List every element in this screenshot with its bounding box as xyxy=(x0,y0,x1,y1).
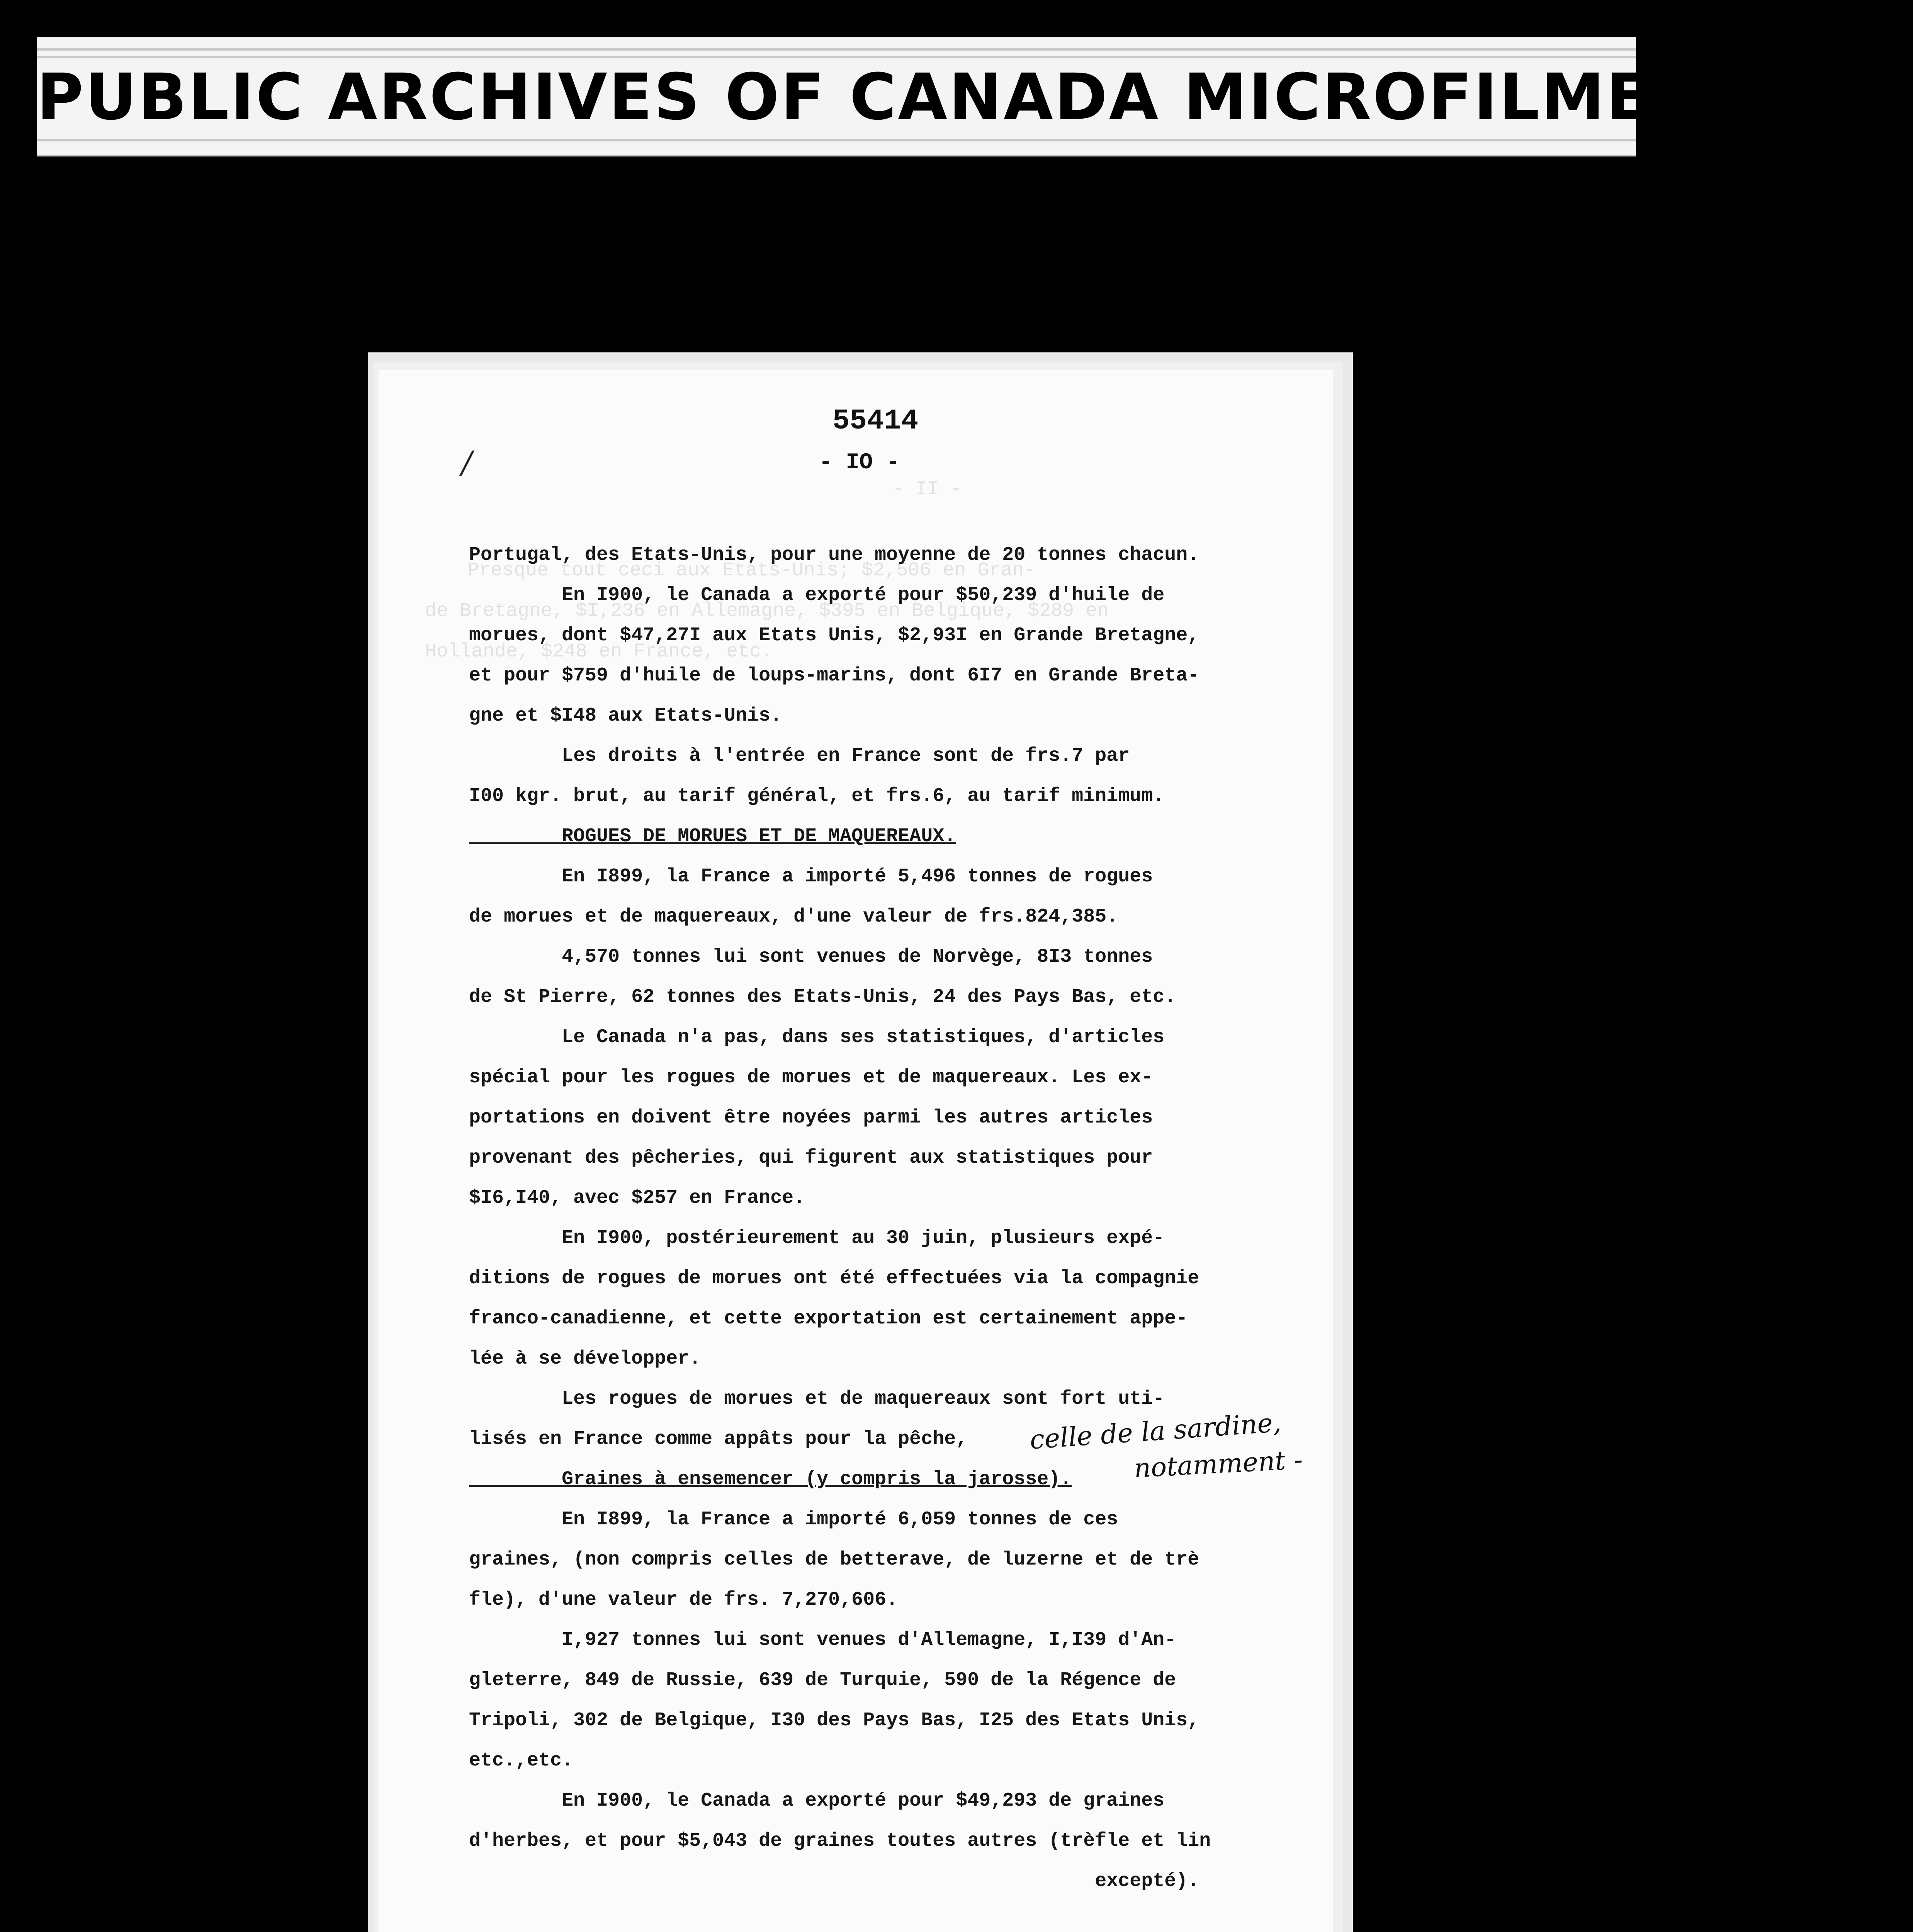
text-line: etc.,etc. xyxy=(469,1750,574,1772)
handwritten-note-line1: celle de la sardine, xyxy=(1029,1407,1282,1456)
text-line: I00 kgr. brut, au tarif général, et frs.6, au tarif minimum. xyxy=(469,785,1165,807)
text-line: En I900, postérieurement au 30 juin, plusieurs expé- xyxy=(469,1227,1165,1249)
document-body xyxy=(469,535,1273,1901)
handwritten-note-line2: notamment - xyxy=(1133,1444,1304,1484)
text-line: Le Canada n'a pas, dans ses statistiques, d'articles xyxy=(469,1026,1165,1048)
text-line: franco-canadienne, et cette exportation est certainement appe- xyxy=(469,1308,1188,1330)
text-line: En I900, le Canada a exporté pour $50,239 d'huile de xyxy=(469,584,1165,606)
text-line: morues, dont $47,27I aux Etats Unis, $2,93I en Grande Bretagne, xyxy=(469,624,1199,646)
text-line: provenant des pêcheries, qui figurent aux statistiques pour xyxy=(469,1147,1153,1169)
text-line: Les rogues de morues et de maquereaux sont fort uti- xyxy=(469,1388,1165,1410)
text-line: En I899, la France a importé 5,496 tonnes de rogues xyxy=(469,866,1153,888)
text-line: fle), d'une valeur de frs. 7,270,606. xyxy=(469,1589,898,1611)
page-number: - IO - xyxy=(819,450,900,475)
text-line: Tripoli, 302 de Belgique, I30 des Pays Bas, I25 des Etats Unis, xyxy=(469,1709,1199,1731)
text-line: d'herbes, et pour $5,043 de graines toutes autres (trèfle et lin xyxy=(469,1830,1211,1852)
text-line: de morues et de maquereaux, d'une valeur de frs.824,385. xyxy=(469,906,1118,928)
margin-mark: / xyxy=(462,444,472,480)
text-line: gne et $I48 aux Etats-Unis. xyxy=(469,705,782,727)
text-line: spécial pour les rogues de morues et de maquereaux. Les ex- xyxy=(469,1066,1153,1088)
text-line: 4,570 tonnes lui sont venues de Norvège, 8I3 tonnes xyxy=(469,946,1153,968)
text-line: En I900, le Canada a exporté pour $49,293 de graines xyxy=(469,1790,1165,1812)
document-number: 55414 xyxy=(832,405,919,437)
section-heading: ROGUES DE MORUES ET DE MAQUEREAUX. xyxy=(469,825,956,847)
text-line: $I6,I40, avec $257 en France. xyxy=(469,1187,805,1209)
archive-header-banner xyxy=(37,37,1913,156)
banner-rule xyxy=(37,48,1636,51)
text-line: lée à se développer. xyxy=(469,1348,701,1370)
section-heading: Graines à ensemencer (y compris la jarosse). xyxy=(469,1468,1072,1490)
text-line: I,927 tonnes lui sont venues d'Allemagne, I,I39 d'An- xyxy=(469,1629,1176,1651)
banner-rule xyxy=(37,56,1636,58)
ghost-page-header: - II - xyxy=(892,478,962,500)
banner-rule xyxy=(37,139,1636,141)
text-line: En I899, la France a importé 6,059 tonnes de ces xyxy=(469,1509,1118,1531)
ghost-page-line: Presque tout ceci aux Etats-Unis; $2,506 en Gran- xyxy=(467,560,1036,582)
text-line: graines, (non compris celles de betterave, de luzerne et de trè xyxy=(469,1549,1199,1571)
text-line: Portugal, des Etats-Unis, pour une moyenne de 20 tonnes chacun. xyxy=(469,544,1199,566)
archive-header-title: PUBLIC ARCHIVES OF CANADA MICROFILMED 1954 xyxy=(37,60,1913,134)
text-line: lisés en France comme appâts pour la pêche, xyxy=(469,1428,968,1450)
text-line: de St Pierre, 62 tonnes des Etats-Unis, 24 des Pays Bas, etc. xyxy=(469,986,1176,1008)
ghost-page-line: de Bretagne, $I,236 en Allemagne, $395 en Belgique, $289 en xyxy=(425,600,1109,622)
text-line: excepté). xyxy=(469,1870,1199,1892)
text-line: ditions de rogues de morues ont été effectuées via la compagnie xyxy=(469,1267,1199,1289)
text-line: portations en doivent être noyées parmi les autres articles xyxy=(469,1107,1153,1129)
text-line: gleterre, 849 de Russie, 639 de Turquie, 590 de la Régence de xyxy=(469,1669,1176,1691)
text-line: Les droits à l'entrée en France sont de frs.7 par xyxy=(469,745,1130,767)
ghost-page-line: Hollande, $248 en France, etc. xyxy=(425,641,773,663)
text-line: et pour $759 d'huile de loups-marins, dont 6I7 en Grande Breta- xyxy=(469,665,1199,687)
